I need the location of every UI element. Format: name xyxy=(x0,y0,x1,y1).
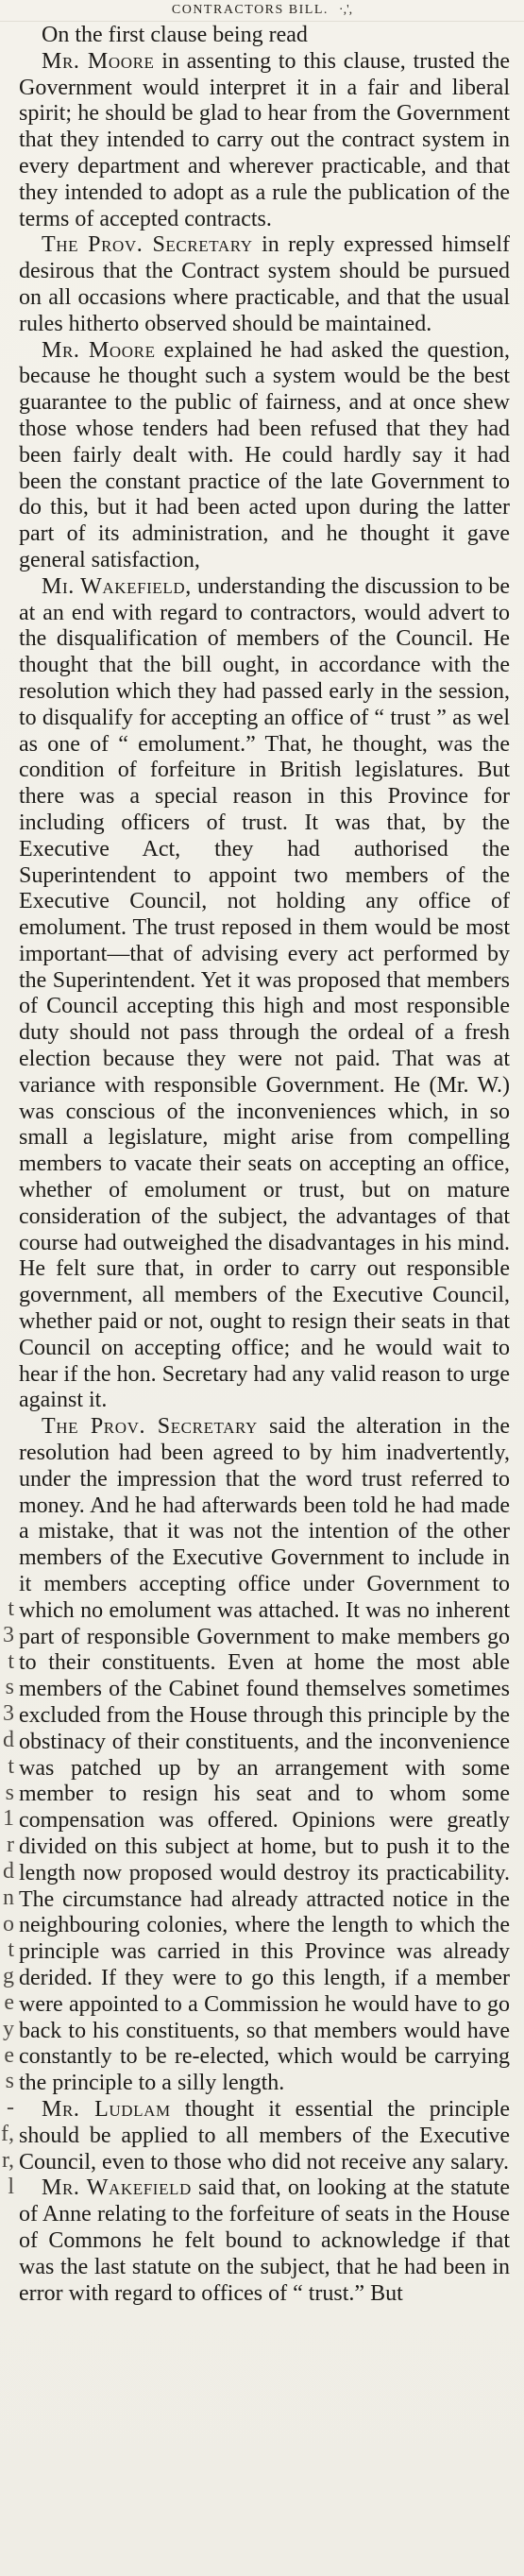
gutter-fragment: r, xyxy=(1,2147,14,2173)
gutter-fragment: d xyxy=(3,1858,14,1884)
intro-paragraph xyxy=(19,23,510,49)
speech-text: said the alteration in the resolution had been agreed to by him inadvertently, under the impression that the word trust referred to money. And he had afterwards been told he had made a mistake, that it was not the intention of the other members of the Executive Government to include in it members accepting office under Government to which no emolument was attached. It was no inherent part of responsible Government to make members go to their constituents. Even at home the most able members of the Cabinet found themselves sometimes excluded from the House through this principle by the obstinacy of their constituents, and the inconvenience was patched up by an arrangement with some member to resign his seat and to whom some compensation was offered. Opinions were greatly divided on this subject at home, but to push it to the length now proposed would destroy its practicability. The circumstance had already attracted notice in the neighbouring colonies, where the length to which the principle was carried in this Province was already derided. If they were to go this length, if a member were appointed to a Commission he would have to go back to his constituents, so that members would have constantly to be re-elected, which would be carrying the principle to a silly length. xyxy=(19,1414,511,2096)
gutter-fragment: e xyxy=(4,2042,14,2068)
gutter-fragment: o xyxy=(3,1911,14,1936)
speech-text: in assenting to this clause, trusted the Government would interpret it in a fair and liberal spirit; he should be glad to hear from the Government that they intended to carry out the contract system in every department and wherever practicable, and that they intended to adopt as a rule the publication of the terms of accepted contracts. xyxy=(19,48,511,231)
gutter-fragment: l xyxy=(8,2174,14,2199)
gutter-fragment: t xyxy=(8,1753,14,1779)
speech-text: thought it essential the principle should be applied to all members of the Executive Council, even to those who did not receive any salary. xyxy=(19,2096,511,2175)
gutter-fragment: d xyxy=(3,1727,14,1752)
article-body xyxy=(19,23,510,2307)
speaker-name: The Prov. Secretary xyxy=(42,232,253,258)
gutter-fragment: 3 xyxy=(3,1701,14,1727)
gutter-fragment: r xyxy=(7,1833,14,1858)
speech-paragraph-3 xyxy=(19,338,510,574)
gutter-fragment: y xyxy=(3,2016,14,2041)
speaker-name: Mı. Wakefield, xyxy=(42,573,192,599)
speech-paragraph-4 xyxy=(19,574,510,1415)
column-heading xyxy=(0,0,524,21)
speaker-name: Mr. Ludlam xyxy=(42,2096,171,2122)
heading-mark: ·,', xyxy=(338,3,353,17)
gutter-fragment: t xyxy=(8,1648,14,1674)
intro-text: On the first clause being read xyxy=(42,23,308,47)
speaker-name: Mr. Moore xyxy=(42,48,155,74)
speech-paragraph-2 xyxy=(19,232,510,337)
gutter-fragment: e xyxy=(4,1989,14,2015)
gutter-fragment: - xyxy=(7,2095,14,2121)
gutter-fragment: n xyxy=(3,1885,14,1910)
speech-paragraph-5 xyxy=(19,1414,510,2097)
gutter-fragment: t xyxy=(8,1596,14,1621)
gutter-fragment: 1 xyxy=(3,1806,14,1832)
speaker-name: The Prov. Secretary xyxy=(42,1414,258,1440)
gutter-fragment: g xyxy=(3,1964,14,1989)
gutter-fragment: 3 xyxy=(3,1622,14,1647)
speech-text: understanding the discussion to be at an end with regard to contractors, would advert to the disqualification of members of the Council. He thought that the bill ought, in accordance with the resolution which they had passed early in the session, to disqualify for accepting an office of “ trust ” as wel as one of “ emolument.” That, he thought, was the condition of forfeiture in British legislatures. But there was a special reason in this Province for including officers of trust. It was that, by the Executive Act, they had authorised the Superintendent to appoint two members of the Executive Council, not holding any office of emolument. The trust reposed in them would be most important—that of advising every act performed by the Superintendent. Yet it was proposed that members of Council accepting this high and most responsible duty should not pass through the ordeal of a fresh election because they were not paid. That was at variance with responsible Government. He (Mr. W.) was conscious of the inconveniences which, in so small a legislature, might arise from compelling members to vacate their seats on accepting an office, whether of emolument or trust, but on mature consideration of the subject, the advantages of that course had outweighed the disadvantages in his mind. He felt sure that, in order to carry out responsible government, all members of the Executive Council, whether paid or not, ought to resign their seats in that Council on accepting office; and he would wait to hear if the hon. Secretary had any valid reason to urge against it. xyxy=(19,573,510,1413)
gutter-fragment: t xyxy=(8,1937,14,1963)
speech-text: said that, on looking at the statute of Anne relating to the forfeiture of seats in the House of Commons he felt bound to acknowledge if that was the last statute on the subject, that he had been in error with regard to offices of “ trust.” But xyxy=(19,2175,511,2306)
gutter-fragment: f, xyxy=(1,2121,14,2146)
gutter-fragment: s xyxy=(5,1780,14,1805)
speech-paragraph-1 xyxy=(19,49,510,233)
speech-paragraph-7 xyxy=(19,2175,510,2307)
column-title: CONTRACTORS BILL. xyxy=(171,3,329,17)
speech-text: in reply expressed himself desirous that the Contract system should be pursued on all occasions where practicable, and that the usual rules hitherto observed should be maintained. xyxy=(19,232,510,336)
gutter-fragment: s xyxy=(5,2069,14,2094)
speech-paragraph-6 xyxy=(19,2097,510,2175)
speaker-name: Mr. Wakefield xyxy=(42,2175,192,2201)
adjacent-column-fragments xyxy=(0,1596,17,2560)
heading-rule xyxy=(0,21,524,22)
speech-text: explained he had asked the question, because he thought such a system would be the best guarantee to the public of fairness, and at once shew those whose tenders had been refused that they had been fairly dealt with. He could hardly say it had been the constant practice of the late Government to do this, but it had been acted upon during the latter part of its administration, and he thought it gave general satisfaction, xyxy=(19,337,511,572)
gutter-fragment: s xyxy=(5,1675,14,1700)
speaker-name: Mr. Moore xyxy=(42,337,156,363)
